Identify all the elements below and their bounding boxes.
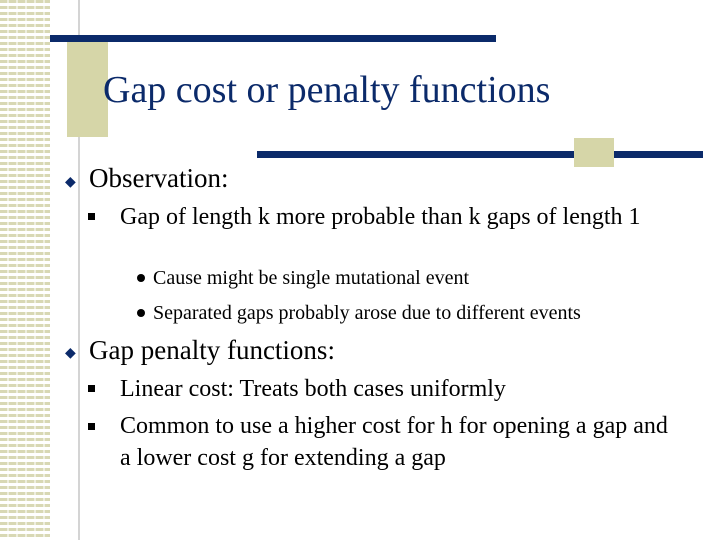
slide-title: Gap cost or penalty functions (103, 69, 551, 111)
title-top-bar (50, 35, 496, 42)
diamond-bullet-icon: ◆ (65, 175, 76, 190)
striped-margin-decoration (0, 0, 50, 540)
list-item: Linear cost: Treats both cases uniformly (120, 376, 506, 402)
title-underline-bar (257, 151, 703, 158)
sub-list-item: Separated gaps probably arose due to different events (153, 302, 581, 324)
section-heading-gap-penalty: Gap penalty functions: (89, 335, 335, 365)
round-bullet-icon (137, 274, 145, 282)
section-heading-observation: Observation: (89, 163, 229, 193)
round-bullet-icon (137, 309, 145, 317)
diamond-bullet-icon: ◆ (65, 346, 76, 361)
list-item: Gap of length k more probable than k gaps of length 1 (120, 204, 641, 230)
underline-accent-block (574, 138, 614, 167)
list-item: Common to use a higher cost for h for opening a gap and a lower cost g for extending a gap (120, 413, 668, 471)
square-bullet-icon (88, 423, 95, 430)
square-bullet-icon (88, 385, 95, 392)
title-accent-block (67, 40, 108, 137)
square-bullet-icon (88, 213, 95, 220)
sub-list-item: Cause might be single mutational event (153, 267, 470, 289)
